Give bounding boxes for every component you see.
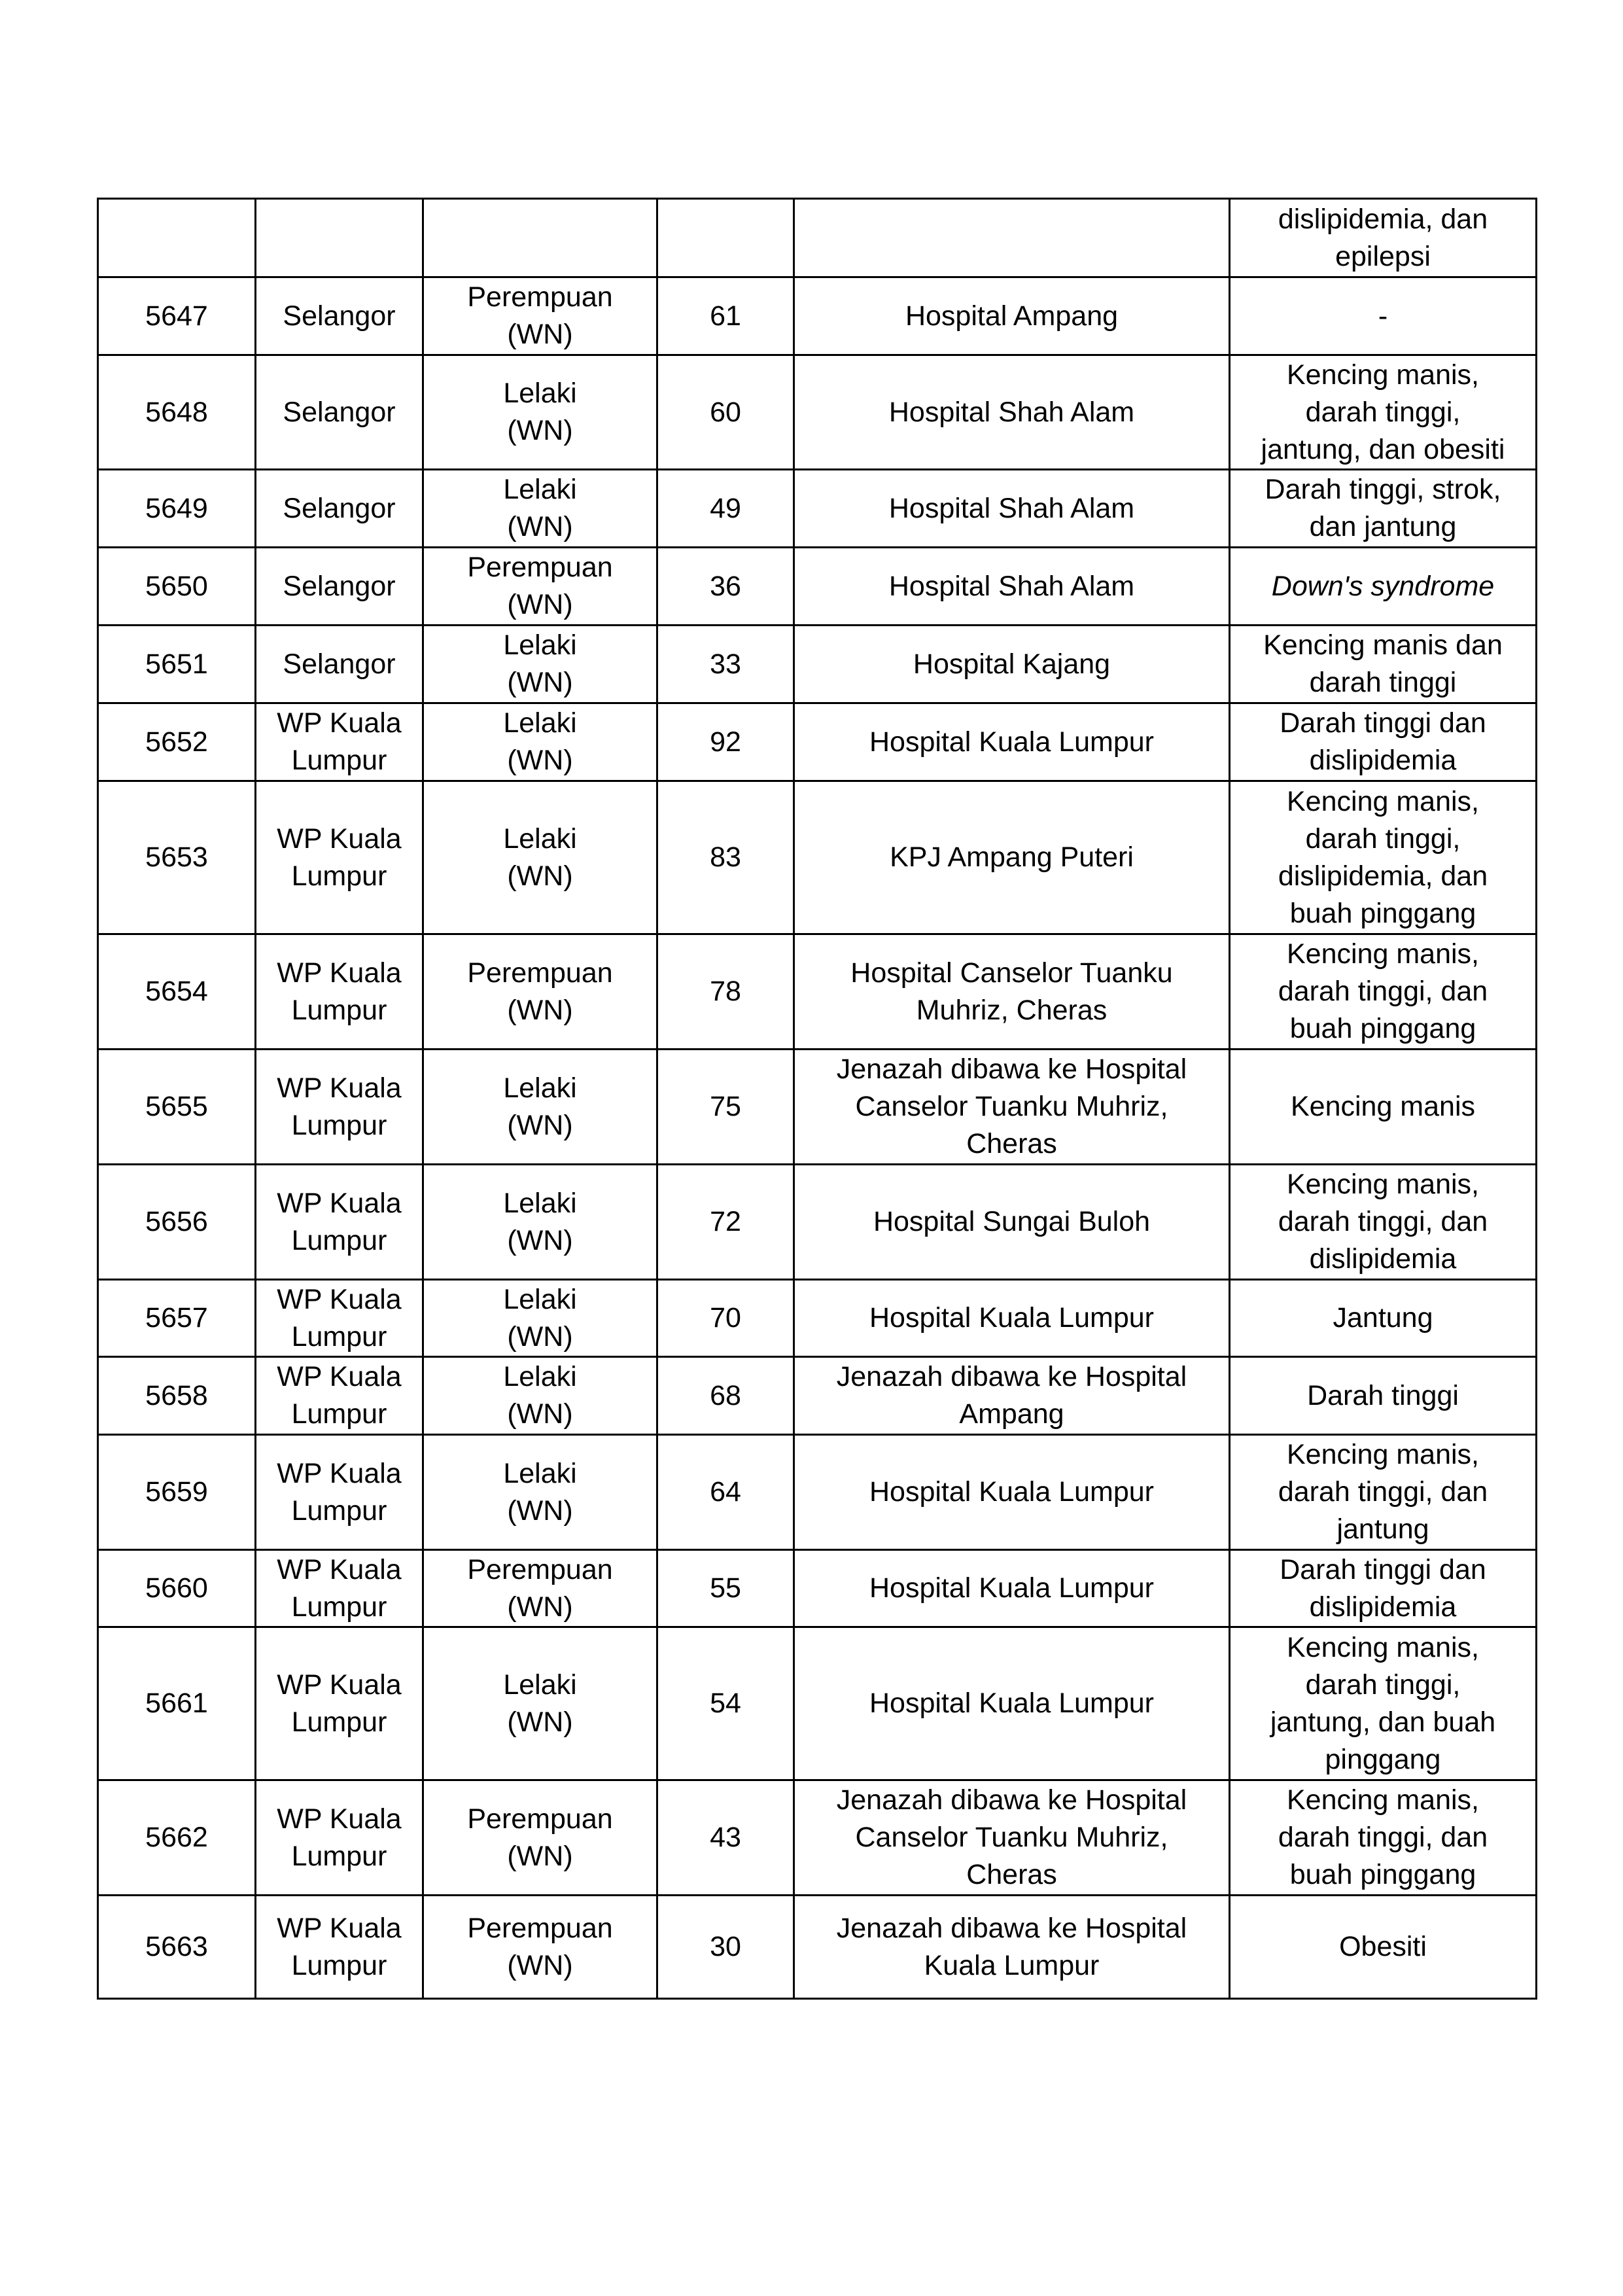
comorbidity-line: Kencing manis, xyxy=(1287,359,1479,391)
state-line: Lumpur xyxy=(291,1706,387,1738)
table-row xyxy=(98,1550,1537,1627)
state-cell xyxy=(256,1050,423,1165)
comorbidity-cell xyxy=(1230,1780,1537,1896)
gender-cell xyxy=(423,703,657,781)
state-cell xyxy=(256,626,423,703)
gender-line: (WN) xyxy=(507,1591,573,1623)
gender-cell xyxy=(423,470,657,548)
gender-line: Lelaki xyxy=(503,1361,577,1392)
place-of-death-line: Hospital Kuala Lumpur xyxy=(869,1302,1155,1333)
place-of-death-line: Hospital Kuala Lumpur xyxy=(869,1572,1155,1604)
state-line: WP Kuala xyxy=(277,1803,402,1835)
place-of-death-cell xyxy=(794,703,1230,781)
table-row xyxy=(98,277,1537,355)
state-line: WP Kuala xyxy=(277,707,402,739)
gender-cell xyxy=(423,934,657,1050)
place-of-death-line: Hospital Kuala Lumpur xyxy=(869,1476,1155,1508)
age-cell: 60 xyxy=(657,355,794,470)
comorbidity-line: jantung, dan buah xyxy=(1270,1706,1496,1738)
place-of-death-cell xyxy=(794,781,1230,934)
state-cell xyxy=(256,470,423,548)
place-of-death-line: Kuala Lumpur xyxy=(924,1949,1100,1981)
gender-line: (WN) xyxy=(507,319,573,350)
age-cell: 49 xyxy=(657,470,794,548)
case-number-cell: 5654 xyxy=(98,934,256,1050)
gender-cell xyxy=(423,1627,657,1780)
comorbidity-cell xyxy=(1230,626,1537,703)
case-number-cell: 5647 xyxy=(98,277,256,355)
gender-cell xyxy=(423,1357,657,1435)
gender-line: (WN) xyxy=(507,1949,573,1981)
place-of-death-cell xyxy=(794,1780,1230,1896)
place-of-death-line: Hospital Sungai Buloh xyxy=(873,1206,1151,1237)
state-line: Lumpur xyxy=(291,1398,387,1430)
comorbidity-line: dislipidemia, dan xyxy=(1278,860,1488,892)
state-cell xyxy=(256,1896,423,1999)
comorbidity-cell xyxy=(1230,1435,1537,1550)
comorbidity-line: buah pinggang xyxy=(1289,1013,1476,1044)
comorbidity-line: Kencing manis dan xyxy=(1263,629,1503,661)
comorbidity-cell xyxy=(1230,548,1537,626)
place-of-death-line: Hospital Shah Alam xyxy=(888,570,1135,602)
place-of-death-cell xyxy=(794,199,1230,277)
place-of-death-line: Ampang xyxy=(959,1398,1064,1430)
state-cell xyxy=(256,1435,423,1550)
place-of-death-cell xyxy=(794,1050,1230,1165)
age-cell: 36 xyxy=(657,548,794,626)
case-number-cell xyxy=(98,199,256,277)
gender-cell xyxy=(423,781,657,934)
state-line: WP Kuala xyxy=(277,1553,402,1585)
case-number-cell: 5650 xyxy=(98,548,256,626)
gender-line: (WN) xyxy=(507,1840,573,1872)
age-cell: 64 xyxy=(657,1435,794,1550)
table-row xyxy=(98,1435,1537,1550)
comorbidity-cell xyxy=(1230,199,1537,277)
case-number-cell: 5662 xyxy=(98,1780,256,1896)
gender-cell xyxy=(423,277,657,355)
comorbidity-cell xyxy=(1230,1280,1537,1357)
table-body xyxy=(98,199,1537,1999)
comorbidity-cell xyxy=(1230,277,1537,355)
comorbidity-line: jantung, dan obesiti xyxy=(1261,433,1505,465)
gender-line: Lelaki xyxy=(503,1072,577,1104)
place-of-death-cell xyxy=(794,1165,1230,1280)
state-cell xyxy=(256,355,423,470)
comorbidity-line: jantung xyxy=(1336,1513,1429,1545)
place-of-death-cell xyxy=(794,934,1230,1050)
comorbidity-line: dislipidemia xyxy=(1309,1243,1457,1275)
death-cases-table xyxy=(97,198,1537,2000)
place-of-death-cell xyxy=(794,1280,1230,1357)
place-of-death-line: Jenazah dibawa ke Hospital xyxy=(836,1912,1187,1944)
place-of-death-cell xyxy=(794,355,1230,470)
comorbidity-line: - xyxy=(1378,300,1388,332)
gender-line: Lelaki xyxy=(503,1669,577,1701)
state-line: Selangor xyxy=(283,300,396,332)
gender-line: (WN) xyxy=(507,511,573,542)
place-of-death-cell xyxy=(794,1550,1230,1627)
gender-line: (WN) xyxy=(507,667,573,698)
table-row xyxy=(98,1165,1537,1280)
state-line: Selangor xyxy=(283,492,396,524)
gender-line: (WN) xyxy=(507,1320,573,1352)
age-cell: 75 xyxy=(657,1050,794,1165)
comorbidity-line: Kencing manis, xyxy=(1287,785,1479,817)
gender-line: Lelaki xyxy=(503,1187,577,1219)
gender-line: (WN) xyxy=(507,1494,573,1527)
state-line: Lumpur xyxy=(291,1494,387,1527)
state-line: Selangor xyxy=(283,570,396,602)
comorbidity-cell xyxy=(1230,1627,1537,1780)
place-of-death-cell xyxy=(794,1896,1230,1999)
comorbidity-line: Down's syndrome xyxy=(1271,570,1495,602)
comorbidity-line: Kencing manis, xyxy=(1287,1631,1479,1663)
comorbidity-cell xyxy=(1230,1550,1537,1627)
case-number-cell: 5655 xyxy=(98,1050,256,1165)
gender-line: (WN) xyxy=(507,589,573,620)
state-cell xyxy=(256,703,423,781)
age-cell xyxy=(657,199,794,277)
age-cell: 61 xyxy=(657,277,794,355)
place-of-death-line: Cheras xyxy=(966,1128,1057,1159)
table-row xyxy=(98,1050,1537,1165)
comorbidity-cell xyxy=(1230,1050,1537,1165)
state-cell xyxy=(256,199,423,277)
state-cell xyxy=(256,781,423,934)
gender-line: Perempuan xyxy=(467,1553,613,1585)
place-of-death-line: Canselor Tuanku Muhriz, xyxy=(855,1822,1168,1853)
comorbidity-line: darah tinggi, dan xyxy=(1278,1822,1488,1853)
comorbidity-cell xyxy=(1230,934,1537,1050)
case-number-cell: 5658 xyxy=(98,1357,256,1435)
state-line: WP Kuala xyxy=(277,822,402,855)
state-line: Lumpur xyxy=(291,1109,387,1141)
place-of-death-line: Jenazah dibawa ke Hospital xyxy=(836,1784,1187,1816)
comorbidity-cell xyxy=(1230,703,1537,781)
state-cell xyxy=(256,1165,423,1280)
comorbidity-line: epilepsi xyxy=(1335,240,1431,272)
age-cell: 43 xyxy=(657,1780,794,1896)
table-row xyxy=(98,1780,1537,1896)
place-of-death-line: Hospital Shah Alam xyxy=(888,396,1135,428)
comorbidity-line: Jantung xyxy=(1333,1302,1433,1333)
place-of-death-line: KPJ Ampang Puteri xyxy=(890,841,1134,873)
table-row xyxy=(98,1357,1537,1435)
comorbidity-line: darah tinggi, xyxy=(1305,822,1461,855)
comorbidity-cell xyxy=(1230,1357,1537,1435)
comorbidity-line: darah tinggi xyxy=(1309,667,1457,698)
gender-cell xyxy=(423,1280,657,1357)
state-cell xyxy=(256,1627,423,1780)
comorbidity-line: darah tinggi, xyxy=(1305,1669,1461,1701)
comorbidity-cell xyxy=(1230,355,1537,470)
case-number-cell: 5648 xyxy=(98,355,256,470)
gender-line: Perempuan xyxy=(467,1912,613,1944)
age-cell: 83 xyxy=(657,781,794,934)
gender-line: Lelaki xyxy=(503,474,577,505)
place-of-death-line: Hospital Canselor Tuanku xyxy=(850,957,1173,989)
state-line: WP Kuala xyxy=(277,1072,402,1104)
comorbidity-line: dislipidemia xyxy=(1309,1591,1457,1623)
comorbidity-line: darah tinggi, dan xyxy=(1278,1476,1488,1508)
age-cell: 55 xyxy=(657,1550,794,1627)
state-cell xyxy=(256,277,423,355)
state-cell xyxy=(256,1550,423,1627)
gender-line: Perempuan xyxy=(467,281,613,313)
place-of-death-line: Canselor Tuanku Muhriz, xyxy=(855,1091,1168,1122)
case-number-cell: 5649 xyxy=(98,470,256,548)
place-of-death-line: Jenazah dibawa ke Hospital xyxy=(836,1361,1187,1392)
gender-line: (WN) xyxy=(507,1706,573,1738)
case-number-cell: 5660 xyxy=(98,1550,256,1627)
gender-cell xyxy=(423,355,657,470)
state-line: Lumpur xyxy=(291,1591,387,1623)
comorbidity-line: buah pinggang xyxy=(1289,1859,1476,1890)
comorbidity-line: Darah tinggi xyxy=(1307,1379,1459,1411)
gender-line: (WN) xyxy=(507,1109,573,1141)
table-row xyxy=(98,934,1537,1050)
state-cell xyxy=(256,934,423,1050)
gender-line: Lelaki xyxy=(503,822,577,855)
comorbidity-line: dan jantung xyxy=(1309,511,1457,542)
age-cell: 33 xyxy=(657,626,794,703)
state-line: Lumpur xyxy=(291,1224,387,1256)
place-of-death-cell xyxy=(794,1627,1230,1780)
gender-line: Lelaki xyxy=(503,629,577,661)
state-line: WP Kuala xyxy=(277,1912,402,1944)
state-cell xyxy=(256,1280,423,1357)
comorbidity-cell xyxy=(1230,1165,1537,1280)
gender-cell xyxy=(423,1550,657,1627)
gender-line: Lelaki xyxy=(503,1283,577,1315)
gender-line: (WN) xyxy=(507,415,573,446)
state-line: Lumpur xyxy=(291,1320,387,1352)
comorbidity-cell xyxy=(1230,470,1537,548)
place-of-death-line: Jenazah dibawa ke Hospital xyxy=(836,1053,1187,1085)
place-of-death-line: Hospital Shah Alam xyxy=(888,492,1135,524)
comorbidity-line: dislipidemia xyxy=(1309,745,1457,776)
gender-cell xyxy=(423,626,657,703)
gender-cell xyxy=(423,1435,657,1550)
state-line: WP Kuala xyxy=(277,1283,402,1315)
age-cell: 30 xyxy=(657,1896,794,1999)
comorbidity-line: dislipidemia, dan xyxy=(1278,203,1488,235)
comorbidity-cell xyxy=(1230,781,1537,934)
case-number-cell: 5663 xyxy=(98,1896,256,1999)
age-cell: 68 xyxy=(657,1357,794,1435)
comorbidity-line: Darah tinggi dan xyxy=(1280,707,1486,739)
table-row xyxy=(98,1280,1537,1357)
gender-cell xyxy=(423,199,657,277)
comorbidity-line: Kencing manis, xyxy=(1287,1439,1479,1470)
case-number-cell: 5653 xyxy=(98,781,256,934)
comorbidity-line: Obesiti xyxy=(1339,1931,1427,1962)
state-cell xyxy=(256,1780,423,1896)
state-line: Lumpur xyxy=(291,745,387,776)
gender-line: Lelaki xyxy=(503,378,577,409)
table-row xyxy=(98,626,1537,703)
gender-line: (WN) xyxy=(507,1224,573,1256)
table-row xyxy=(98,703,1537,781)
case-number-cell: 5656 xyxy=(98,1165,256,1280)
table-row xyxy=(98,1627,1537,1780)
gender-line: (WN) xyxy=(507,1398,573,1430)
gender-cell xyxy=(423,548,657,626)
table-row xyxy=(98,781,1537,934)
state-line: Lumpur xyxy=(291,994,387,1026)
state-line: WP Kuala xyxy=(277,1187,402,1219)
state-line: Lumpur xyxy=(291,1840,387,1872)
state-line: WP Kuala xyxy=(277,957,402,989)
state-cell xyxy=(256,1357,423,1435)
comorbidity-line: buah pinggang xyxy=(1289,897,1476,929)
gender-cell xyxy=(423,1780,657,1896)
place-of-death-cell xyxy=(794,1435,1230,1550)
state-line: Lumpur xyxy=(291,860,387,892)
age-cell: 72 xyxy=(657,1165,794,1280)
state-line: Selangor xyxy=(283,648,396,680)
table-row xyxy=(98,548,1537,626)
comorbidity-line: darah tinggi, dan xyxy=(1278,976,1488,1007)
place-of-death-line: Cheras xyxy=(966,1859,1057,1890)
gender-line: Perempuan xyxy=(467,957,613,989)
state-line: WP Kuala xyxy=(277,1361,402,1392)
age-cell: 54 xyxy=(657,1627,794,1780)
comorbidity-line: darah tinggi, xyxy=(1305,396,1461,428)
gender-line: (WN) xyxy=(507,860,573,892)
gender-line: Perempuan xyxy=(467,552,613,583)
gender-cell xyxy=(423,1165,657,1280)
place-of-death-line: Hospital Kajang xyxy=(913,648,1111,680)
table-row xyxy=(98,1896,1537,1999)
state-line: WP Kuala xyxy=(277,1669,402,1701)
comorbidity-line: Kencing manis, xyxy=(1287,938,1479,970)
comorbidity-line: Kencing manis, xyxy=(1287,1169,1479,1200)
place-of-death-cell xyxy=(794,470,1230,548)
comorbidity-line: darah tinggi, dan xyxy=(1278,1206,1488,1237)
gender-line: Lelaki xyxy=(503,1457,577,1489)
gender-line: Lelaki xyxy=(503,707,577,739)
comorbidity-cell xyxy=(1230,1896,1537,1999)
comorbidity-line: Kencing manis, xyxy=(1287,1784,1479,1816)
gender-line: Perempuan xyxy=(467,1803,613,1835)
gender-cell xyxy=(423,1050,657,1165)
place-of-death-line: Hospital Kuala Lumpur xyxy=(869,726,1155,758)
comorbidity-line: Darah tinggi, strok, xyxy=(1265,474,1501,505)
case-number-cell: 5661 xyxy=(98,1627,256,1780)
gender-line: (WN) xyxy=(507,745,573,776)
case-number-cell: 5652 xyxy=(98,703,256,781)
comorbidity-line: Kencing manis xyxy=(1290,1091,1476,1122)
gender-cell xyxy=(423,1896,657,1999)
place-of-death-cell xyxy=(794,626,1230,703)
age-cell: 78 xyxy=(657,934,794,1050)
case-number-cell: 5651 xyxy=(98,626,256,703)
comorbidity-line: Darah tinggi dan xyxy=(1280,1553,1486,1585)
table-row xyxy=(98,470,1537,548)
place-of-death-line: Hospital Ampang xyxy=(905,300,1119,332)
comorbidity-line: pinggang xyxy=(1325,1743,1441,1775)
place-of-death-cell xyxy=(794,548,1230,626)
state-line: Selangor xyxy=(283,396,396,428)
case-number-cell: 5659 xyxy=(98,1435,256,1550)
table-row xyxy=(98,199,1537,277)
place-of-death-cell xyxy=(794,1357,1230,1435)
table-row xyxy=(98,355,1537,470)
state-cell xyxy=(256,548,423,626)
gender-line: (WN) xyxy=(507,994,573,1026)
case-number-cell: 5657 xyxy=(98,1280,256,1357)
place-of-death-line: Hospital Kuala Lumpur xyxy=(869,1687,1155,1719)
age-cell: 92 xyxy=(657,703,794,781)
state-line: Lumpur xyxy=(291,1949,387,1981)
place-of-death-cell xyxy=(794,277,1230,355)
place-of-death-line: Muhriz, Cheras xyxy=(916,994,1108,1026)
age-cell: 70 xyxy=(657,1280,794,1357)
state-line: WP Kuala xyxy=(277,1457,402,1489)
